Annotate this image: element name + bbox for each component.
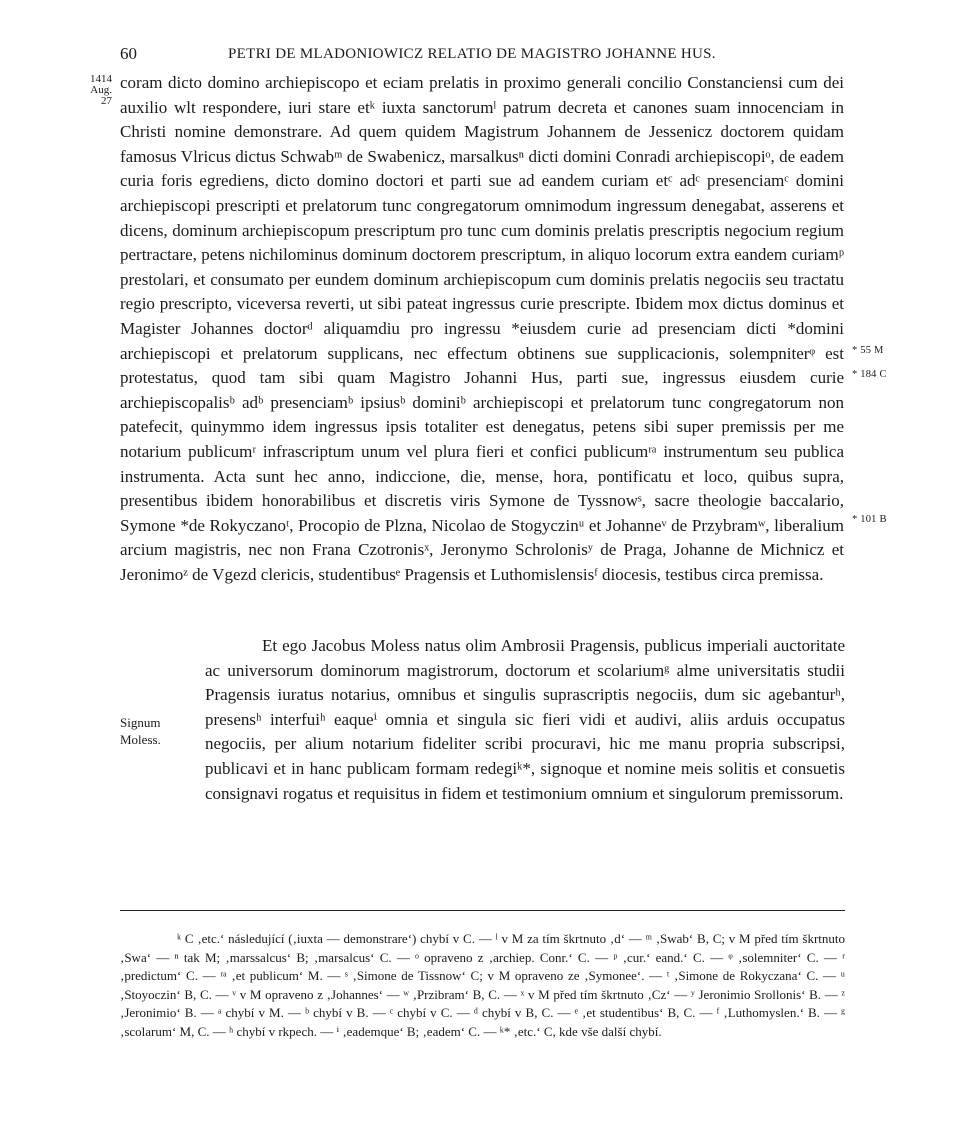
running-head: PETRI DE MLADONIOWICZ RELATIO DE MAGISTRO JOHANNE HUS. [228, 46, 716, 62]
side-ref-101b: * 101 B [852, 514, 887, 525]
critical-apparatus [120, 930, 845, 1042]
margin-date-year: 1414 [90, 73, 112, 85]
signum-label [120, 714, 161, 748]
signum-line-1: Signum [120, 715, 161, 730]
page-number: 60 [120, 44, 137, 63]
footnote-rule [120, 910, 845, 911]
margin-date-day: Aug. 27 [90, 84, 112, 107]
main-paragraph: coram dicto domino archiepiscopo et eciam prelatis in proximo generali concilio Constanciensi cum dei auxilio wlt respondere, iuri stare etᵏ iuxta sanctorumˡ patrum decreta et canones suam innocenciam in Christi nomine demonstrare. Ad quem quidem Magistrum Johannem de Jessenicz doctorem quidam famosus Vlricus dictus Schwabᵐ de Swabenicz, marsalkusⁿ dicti domini Conradi archiepiscopiᵒ, de eadem curia foris egrediens, dicto domino doctori et parti sue ad eandem curiam etᶜ adᶜ presenciamᶜ domini archiepiscopi prescripti et prelatorum tunc congregatorum omnimodum ingressum denegabat, asserens et dicens, dominum archiepiscopum prescriptum pro tunc cum dominis prelatis prescriptis negocium regium pertractare, petens nichilominus dominum doctorem prescriptum, in aliquo locorum extra eandem curiamᵖ prestolari, et consumato per eundem dominum archiepiscopum cum dominis prelatis negociis seu tractatu regio prescripto, viceversa reverti, ut sibi pateat ingressus curie prescripte. Ibidem mox dictus dominus et Magister Johannes doctorᵈ aliquamdiu pro ingressu *eiusdem curie ad presenciam dicti *domini archiepiscopi et prelatorum supplicans, nec effectum obtinens sue supplicacionis, solempniterᵠ est protestatus, quod tam sibi quam Magistro Johanni Hus, parti sue, ingressus eiusdem curie archiepiscopalisᵇ adᵇ presenciamᵇ ipsiusᵇ dominiᵇ archiepiscopi et prelatorum tunc congregatorum non patefecit, quinymmo idem ingressus ipsis totaliter est denegatus, petens sibi super premissis per me notarium publicumʳ infrascriptum unum vel plura fieri et confici publicumʳᵃ instrumentum seu publica instrumenta. Acta sunt hec anno, indiccione, die, mense, hora, pontificatu et loco, quibus supra, presentibus ibidem honorabilibus et discretis viris Symone de Tyssnowˢ, sacre theologie baccalario, Symone *de Rokyczanoᵗ, Procopio de Plzna, Nicolao de Stogyczinᵘ et Johanneᵛ de Przybramʷ, liberalium arcium magistris, nec non Frana Czotronisˣ, Jeronymo Schrolonisʸ de Praga, Johanne de Michnicz et Jeronimoᶻ de Vgezd clericis, studentibusᵉ Pragensis et Luthomislensisᶠ diocesis, testibus circa premissa. [120, 73, 844, 584]
apparatus-paragraph: ᵏ C ‚etc.‘ následující (‚iuxta — demonstrare‘) chybí v C. — ˡ v M za tím škrtnuto ‚d‘ — ᵐ ‚Swab‘ B, C; v M před tím škrtnuto ‚Swa‘ — ⁿ tak M; ‚marssalcus‘ B; ‚marsalcus‘ C. — ᵒ opraveno z ‚archiep. Conr.‘ C. — ᵖ ‚cur.‘ eand.‘ C. — ᵠ ‚solemniter‘ C. — ʳ ‚predictum‘ C. — ʳᵃ ‚et publicum‘ M. — ˢ ‚Simone de Tissnow‘ C; v M opraveno ze ‚Symonee‘. — ᵗ ‚Simone de Rokyczana‘ C. — ᵘ ‚Stoyoczin‘ B, C. — ᵛ v M opraveno z ‚Johannes‘ — ʷ ‚Przibram‘ B, C. — ˣ v M před tím škrtnuto ‚Cz‘ — ʸ Jeronimio Srollonis‘ B. — ᶻ ‚Jeronimio‘ B. — ᵃ chybí v M. — ᵇ chybí v B. — ᶜ chybí v C. — ᵈ chybí v B, C. — ᵉ ‚et studentibus‘ B, C. — ᶠ ‚Luthomyslen.‘ B. — ᵍ ‚scolarum‘ M, C. — ʰ chybí v rkpech. — ⁱ ‚eademque‘ B; ‚eadem‘ C. — ᵏ* ‚etc.‘ C, kde vše další chybí. [120, 931, 845, 1039]
margin-date [84, 74, 112, 107]
side-ref-55m: * 55 M [852, 345, 884, 356]
side-ref-184c: * 184 C [852, 369, 887, 380]
main-text-block [120, 71, 844, 587]
notary-block [205, 634, 845, 806]
notary-paragraph: Et ego Jacobus Moless natus olim Ambrosii Pragensis, publicus imperiali auctoritate ac universorum dominorum magistrorum, doctorum et scolariumᵍ alme universitatis studii Pragensis iuratus notarius, omnibus et singulis suprascriptis negociis, dum sic agebanturʰ, presensʰ interfuiʰ eaqueⁱ omnia et singula sic fieri vidi et audivi, aliis arduis occupatus negociis, per alium notarium fideliter scribi procuravi, hic me manu propria subscripsi, publicavi et in hanc publicam formam redegiᵏ*, signoque et nomine meis solitis et consuetis consignavi rogatus et requisitus in fidem et testimonium omnium et singulorum premissorum. [205, 636, 845, 803]
signum-line-2: Moless. [120, 732, 161, 747]
